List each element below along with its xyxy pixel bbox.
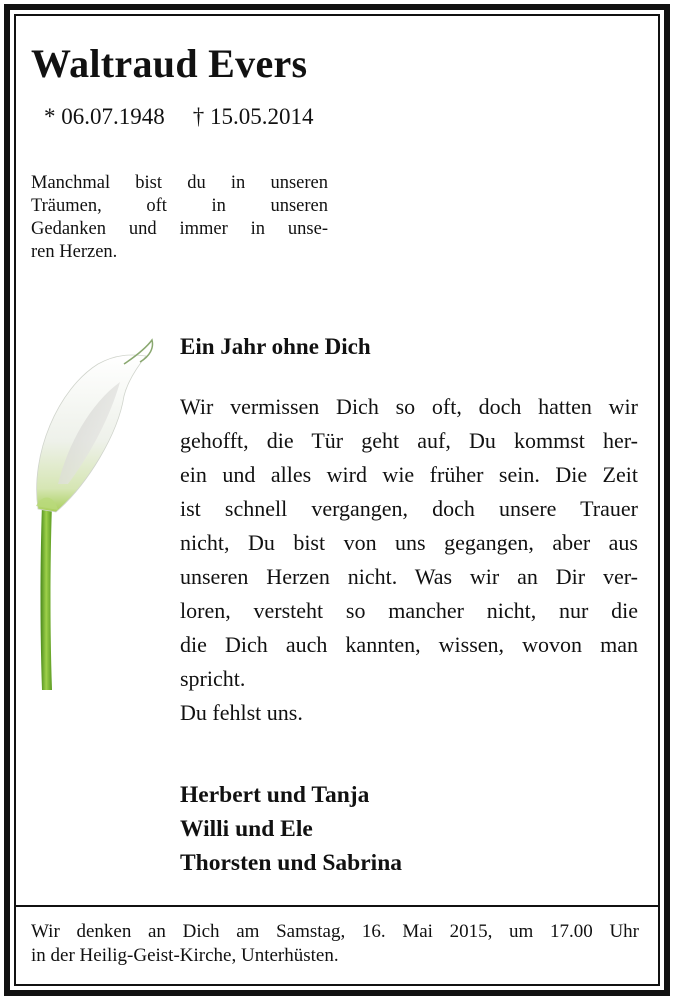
mourner-name: Herbert und Tanja xyxy=(180,782,370,808)
tribute-line: gehofft, die Tür geht auf, Du kommst her- xyxy=(180,428,638,453)
death-date: † 15.05.2014 xyxy=(192,104,314,129)
deceased-name: Waltraud Evers xyxy=(31,41,308,86)
motto-line: Träumen, oft in unseren xyxy=(31,196,328,216)
tribute-text xyxy=(180,390,638,730)
life-dates xyxy=(44,104,314,130)
tribute-line: die Dich auch kannten, wissen, wovon man xyxy=(180,632,638,657)
tribute-line: Wir vermissen Dich so oft, doch hatten wir xyxy=(180,394,638,419)
memorial-service-note xyxy=(31,920,639,968)
tribute-line: nicht, Du bist von uns gegangen, aber aus xyxy=(180,530,638,555)
memorial-line: in der Heilig-Geist-Kirche, Unterhüsten. xyxy=(31,945,339,966)
birth-date: * 06.07.1948 xyxy=(44,104,165,129)
motto-quote xyxy=(31,172,328,264)
tribute-line: ist schnell vergangen, doch unsere Trauer xyxy=(180,496,638,521)
mourner-name: Thorsten und Sabrina xyxy=(180,850,403,876)
tribute-line: Du fehlst uns. xyxy=(180,700,303,725)
motto-line: ren Herzen. xyxy=(31,242,118,262)
motto-line: Manchmal bist du in unseren xyxy=(31,173,328,193)
tribute-line: ein und alles wird wie früher sein. Die Zeit xyxy=(180,462,638,487)
mourners-list xyxy=(180,778,402,880)
tribute-line: loren, versteht so mancher nicht, nur die xyxy=(180,598,638,623)
memorial-line: Wir denken an Dich am Samstag, 16. Mai 2015, um 17.00 Uhr xyxy=(31,921,639,942)
section-divider xyxy=(16,905,658,907)
mourner-name: Willi und Ele xyxy=(180,816,313,842)
calla-lily-icon xyxy=(28,334,158,694)
motto-line: Gedanken und immer in unse- xyxy=(31,219,328,239)
tribute-line: spricht. xyxy=(180,666,246,691)
section-heading: Ein Jahr ohne Dich xyxy=(180,334,371,359)
tribute-line: unseren Herzen nicht. Was wir an Dir ver- xyxy=(180,564,638,589)
